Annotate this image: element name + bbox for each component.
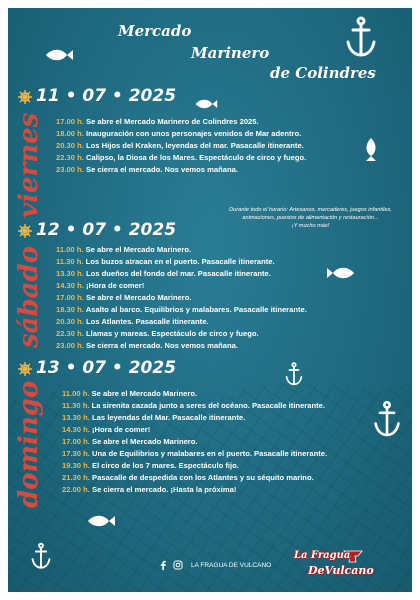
logo-line-2: DeVulcano [308,564,374,577]
instagram-icon[interactable] [173,560,183,570]
list-item: 17.30 h. Una de Equilibrios y malabares en el puerto. Pasacalle itinerante. [62,449,328,458]
title-line-1: Mercado [118,22,192,40]
list-item: 20.30 h. Los Atlantes. Pasacalle itinerante. [56,317,209,326]
list-item: 19.30 h. El circo de los 7 mares. Espectáculo fijo. [62,461,239,470]
fish-icon [44,48,74,62]
poster [8,8,412,592]
day-name-saturday: sábado [14,245,44,348]
list-item: 21.30 h. Pasacalle de despedida con los Atlantes y su séquito marino. [62,473,314,482]
date-day-3: 13 • 07 • 2025 [36,358,177,378]
day-name-sunday: domingo [14,380,44,508]
events-day-1 [56,116,306,176]
list-item: 13.30 h. Las leyendas del Mar. Pasacalle itinerante. [62,413,246,422]
list-item: 22.30 h. Calipso, la Diosa de los Mares. Espectáculo de circo y fuego. [56,153,307,162]
events-day-2 [56,244,307,352]
list-item: 14.30 h. ¡Hora de comer! [56,281,145,290]
facebook-icon[interactable] [158,560,168,570]
list-item: 20.30 h. Los Hijos del Kraken, leyendas del mar. Pasacalle itinerante. [56,141,304,150]
anchor-icon [30,542,52,570]
fish-icon [360,136,382,162]
anchor-icon [284,362,304,386]
general-schedule-note: Durante todo el horario: Artesanos, mercaderes, juegos infantiles, animaciones, puestos de alimentación y restauración... ¡Y mucho más! [229,207,392,229]
la-fragua-de-vulcano-logo [288,548,372,584]
list-item: 18.30 h. Asalto al barco. Equilibrios y malabares. Pasacalle itinerante. [56,305,307,314]
ship-wheel-icon [18,90,32,104]
logo-line-1: La Fragua [294,550,351,561]
social-links [158,560,271,570]
list-item: 23.00 h. Se cierra el mercado. Nos vemos mañana. [56,341,238,350]
list-item: 13.30 h. Los dueños del fondo del mar. Pasacalle itinerante. [56,269,271,278]
date-day-2: 12 • 07 • 2025 [36,220,177,240]
title-line-3: de Colindres [270,64,376,82]
list-item: 17.00 h. Se abre el Mercado Marinero. [62,437,198,446]
list-item: 14.30 h. ¡Hora de comer! [62,425,151,434]
list-item: 23.00 h. Se cierra el mercado. Nos vemos mañana. [56,165,238,174]
title-line-2: Marinero [191,44,270,62]
events-day-3 [62,388,327,496]
list-item: 11.30 h. La sirenita cazada junto a seres del océano. Pasacalle itinerante. [62,401,325,410]
ship-wheel-icon [18,224,32,238]
list-item: 17.00 h. Se abre el Mercado Marinero de Colindres 2025. [56,117,259,126]
fish-icon [326,266,356,280]
list-item: 17.00 h. Se abre el Mercado Marinero. [56,293,192,302]
date-day-1: 11 • 07 • 2025 [36,86,177,106]
list-item: 11.00 h. Se abre el Mercado Marinero. [62,389,198,398]
anchor-icon [372,400,402,438]
day-name-friday: viernes [14,112,44,218]
fish-icon [194,98,218,110]
social-handle: LA FRAGUA DE VULCANO [191,561,272,569]
list-item: 18.00 h. Inauguración con unos personajes venidos de Mar adentro. [56,129,302,138]
list-item: 11.30 h. Los buzos atracan en el puerto. Pasacalle itinerante. [56,257,275,266]
ship-wheel-icon [18,362,32,376]
anchor-icon [344,16,378,58]
fish-icon [86,514,116,528]
list-item: 11.00 h. Se abre el Mercado Marinero. [56,245,192,254]
list-item: 22.00 h. Se cierra el mercado. ¡Hasta la próxima! [62,485,237,494]
list-item: 22.30 h. Llamas y mareas. Espectáculo de circo y fuego. [56,329,259,338]
